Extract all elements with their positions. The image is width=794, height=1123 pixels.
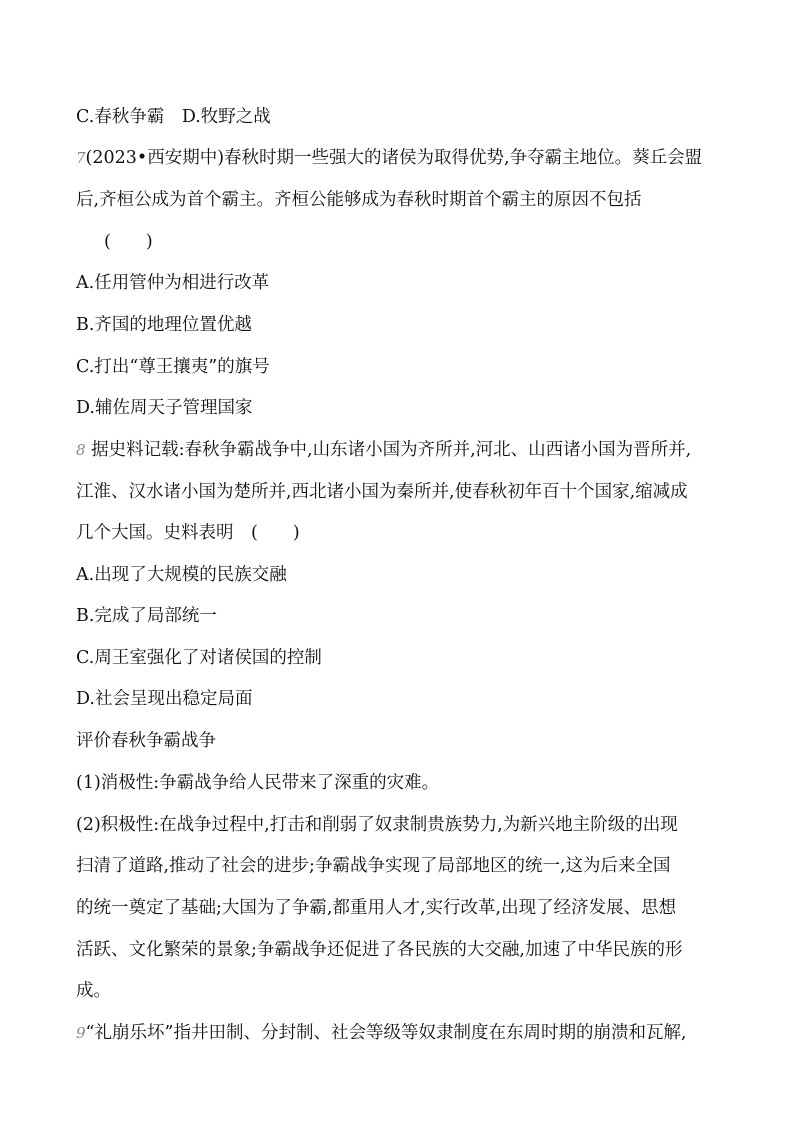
q8-stem-text-2: 江淮、汉水诸小国为楚所并,西北诸小国为秦所并,使春秋初年百十个国家,缩减成: [76, 482, 688, 502]
q7-option-a: [76, 271, 736, 295]
evaluation-point-2-text-1: (2)积极性:在战争过程中,打击和削弱了奴隶制贵族势力,为新兴地主阶级的出现: [76, 815, 678, 835]
section-heading-text: 评价春秋争霸战争: [76, 731, 216, 751]
q8-stem-line-3: [76, 521, 736, 545]
q7-number: 7: [76, 149, 86, 167]
q7-option-c: [76, 355, 736, 379]
evaluation-point-2-line-3: [76, 896, 736, 920]
evaluation-point-2-line-2: [76, 854, 736, 878]
q8-option-b-text: B.完成了局部统一: [76, 606, 217, 626]
q7-option-b-text: B.齐国的地理位置优越: [76, 315, 252, 335]
q7-stem-text-1: (2023•西安期中)春秋时期一些强大的诸侯为取得优势,争夺霸主地位。葵丘会盟: [85, 148, 703, 168]
q9-stem-line-1: [76, 1021, 736, 1045]
q8-stem-text-1: 据史料记载:春秋争霸战争中,山东诸小国为齐所并,河北、山西诸小国为晋所并,: [91, 440, 692, 460]
q7-option-b: [76, 313, 736, 337]
q7-option-d: [76, 396, 736, 420]
q8-option-d: [76, 687, 736, 711]
evaluation-point-2-text-3: 的统一奠定了基础;大国为了争霸,都重用人才,实行改革,出现了经济发展、思想: [76, 898, 677, 918]
q7-option-c-text: C.打出“尊王攘夷”的旗号: [76, 357, 270, 377]
evaluation-point-2-line-4: [76, 938, 736, 962]
q7-option-a-text: A.任用管仲为相进行改革: [76, 273, 270, 293]
q8-stem-line-1: [76, 438, 736, 462]
evaluation-point-2-line-1: [76, 813, 736, 837]
q7-stem-line-2: [76, 188, 736, 212]
q7-answer-bracket: [104, 230, 764, 254]
q6-options-cd: [76, 105, 736, 129]
q8-option-a: [76, 563, 736, 587]
q8-number: 8: [76, 441, 86, 459]
q8-option-c-text: C.周王室强化了对诸侯国的控制: [76, 648, 322, 668]
q8-stem-text-3: 几个大国。史料表明 ( ): [76, 523, 300, 543]
q7-stem-line-1: [76, 146, 736, 170]
evaluation-point-1: [76, 771, 736, 795]
q7-bracket-text: ( ): [104, 232, 153, 252]
q7-stem-text-2: 后,齐桓公成为首个霸主。齐桓公能够成为春秋时期首个霸主的原因不包括: [76, 190, 642, 210]
evaluation-point-1-text: (1)消极性:争霸战争给人民带来了深重的灾难。: [76, 773, 440, 793]
evaluation-point-2-text-2: 扫清了道路,推动了社会的进步;争霸战争实现了局部地区的统一,这为后来全国: [76, 856, 671, 876]
q8-option-c: [76, 646, 736, 670]
q8-stem-line-2: [76, 480, 736, 504]
evaluation-point-2-text-4: 活跃、文化繁荣的景象;争霸战争还促进了各民族的大交融,加速了中华民族的形: [76, 940, 683, 960]
q8-option-b: [76, 604, 736, 628]
section-heading: [76, 729, 736, 753]
q6-options-text: C.春秋争霸 D.牧野之战: [76, 107, 271, 127]
evaluation-point-2-line-5: [76, 979, 736, 1003]
q7-option-d-text: D.辅佐周天子管理国家: [76, 398, 253, 418]
q9-number: 9: [76, 1024, 86, 1042]
q8-option-a-text: A.出现了大规模的民族交融: [76, 565, 287, 585]
evaluation-point-2-text-5: 成。: [76, 981, 111, 1001]
q8-option-d-text: D.社会呈现出稳定局面: [76, 689, 253, 709]
q9-stem-text-1: “礼崩乐坏”指井田制、分封制、社会等级等奴隶制度在东周时期的崩溃和瓦解,: [85, 1023, 687, 1043]
